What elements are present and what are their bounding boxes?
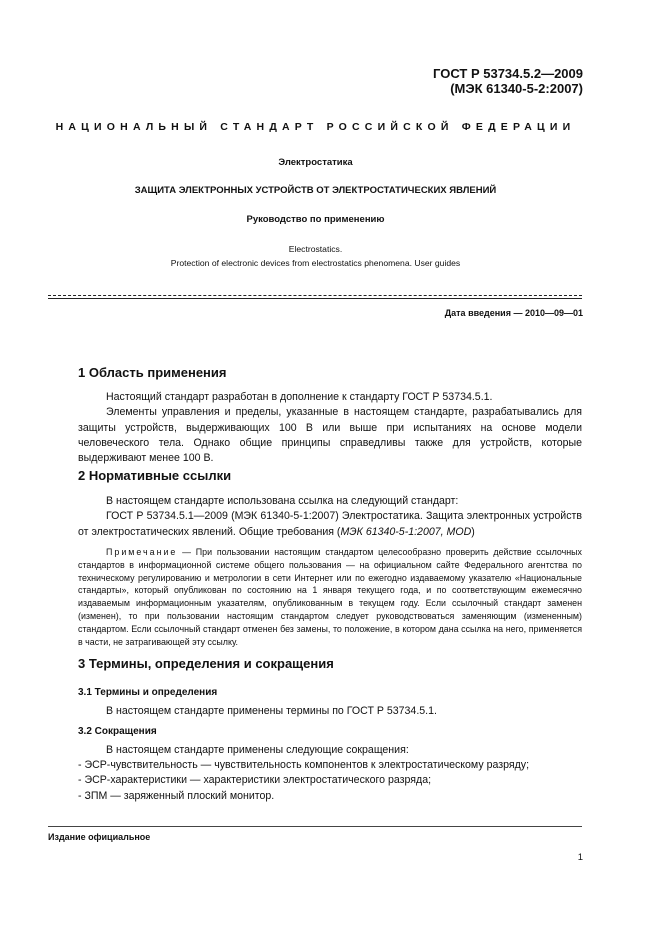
title-english bbox=[48, 242, 583, 270]
section-3-heading: 3 Термины, определения и сокращения bbox=[78, 656, 334, 671]
section-3-2-paragraph: В настоящем стандарте применены следующие сокращения: bbox=[106, 744, 409, 756]
note-text: — При пользовании настоящим стандартом целесообразно проверить действие ссылочных стандартов в информационной системе общего пользования — на официальном сайте Федерального агентства по техническому регулированию и метрологии в сети Интернет или по ежегодно издаваемому указателю «Национальные стандарты», который опубликован по состоянию на 1 января текущего года, и по соответствующим ежемесячно издаваемым информационным указателям, опубликованным в текущем году. Если ссылочный стандарт заменен (изменен), то при пользовании настоящим стандартом следует руководствоваться заменяющим (измененным) стандартом. Если ссылочный стандарт отменен без замены, то положение, в котором дана ссылка на него, применяется в части, не затрагивающей эту ссылку. bbox=[78, 547, 582, 647]
list-item: - ЭСР-чувствительность — чувствительность компонентов к электростатическому разряду; bbox=[78, 759, 530, 771]
introduction-date: Дата введения — 2010—09—01 bbox=[444, 308, 583, 318]
section-3-1-body bbox=[78, 704, 582, 719]
title-divider bbox=[48, 298, 582, 299]
title-main: ЗАЩИТА ЭЛЕКТРОННЫХ УСТРОЙСТВ ОТ ЭЛЕКТРОСТАТИЧЕСКИХ ЯВЛЕНИЙ bbox=[134, 185, 497, 196]
section-2-paragraph-1: В настоящем стандарте использована ссылка на следующий стандарт: bbox=[106, 495, 459, 507]
section-3-1-paragraph: В настоящем стандарте применены термины по ГОСТ Р 53734.5.1. bbox=[106, 705, 437, 717]
list-item: - ЗПМ — заряженный плоский монитор. bbox=[78, 789, 275, 802]
document-number-iec: (МЭК 61340-5-2:2007) bbox=[450, 81, 583, 96]
title-topic: Электростатика bbox=[278, 157, 353, 168]
section-2-body bbox=[78, 494, 582, 540]
reference-text: ГОСТ Р 53734.5.1—2009 (МЭК 61340-5-1:2007) Электростатика. Защита электронных устройств от электростатических явлений. Общие требования ( bbox=[78, 510, 582, 538]
title-english-line1: Electrostatics. bbox=[288, 244, 343, 254]
section-2-reference bbox=[78, 509, 582, 540]
page-number: 1 bbox=[577, 852, 583, 863]
note-label: Примечание bbox=[106, 547, 178, 557]
section-3-2-heading: 3.2 Сокращения bbox=[78, 726, 157, 737]
section-2-heading: 2 Нормативные ссылки bbox=[78, 468, 232, 483]
note-block bbox=[78, 546, 582, 648]
list-item: - ЭСР-характеристики — характеристики электростатического разряда; bbox=[78, 774, 432, 787]
section-1-heading: 1 Область применения bbox=[78, 365, 227, 380]
document-number-block bbox=[433, 66, 583, 96]
abbreviation-list bbox=[78, 758, 582, 804]
section-3-2-body bbox=[78, 743, 582, 758]
title-divider-dashed bbox=[48, 295, 582, 296]
section-3-1-heading: 3.1 Термины и определения bbox=[78, 687, 218, 698]
title-english-line2: Protection of electronic devices from electrostatics phenomena. User guides bbox=[170, 258, 461, 268]
section-1-body bbox=[78, 390, 582, 466]
footer-divider bbox=[48, 826, 582, 827]
section-1-paragraph-2: Элементы управления и пределы, указанные в настоящем стандарте, разрабатывались для защиты устройств, выдерживающих 100 В или выше при испытаниях на основе модели человеческого тела. Однако общие принципы справедливы также для устройств, которые выдерживают менее 100 В. bbox=[78, 406, 582, 465]
edition-label: Издание официальное bbox=[48, 832, 151, 842]
section-1-paragraph-1: Настоящий стандарт разработан в дополнение к стандарту ГОСТ Р 53734.5.1. bbox=[106, 391, 493, 403]
standard-banner: НАЦИОНАЛЬНЫЙ СТАНДАРТ РОССИЙСКОЙ ФЕДЕРАЦИИ bbox=[55, 121, 576, 133]
reference-end: ) bbox=[471, 525, 475, 538]
document-number: ГОСТ Р 53734.5.2—2009 bbox=[433, 66, 583, 81]
title-sub: Руководство по применению bbox=[246, 214, 385, 225]
reference-iec-equivalence: МЭК 61340-5-1:2007, MOD bbox=[340, 525, 472, 538]
